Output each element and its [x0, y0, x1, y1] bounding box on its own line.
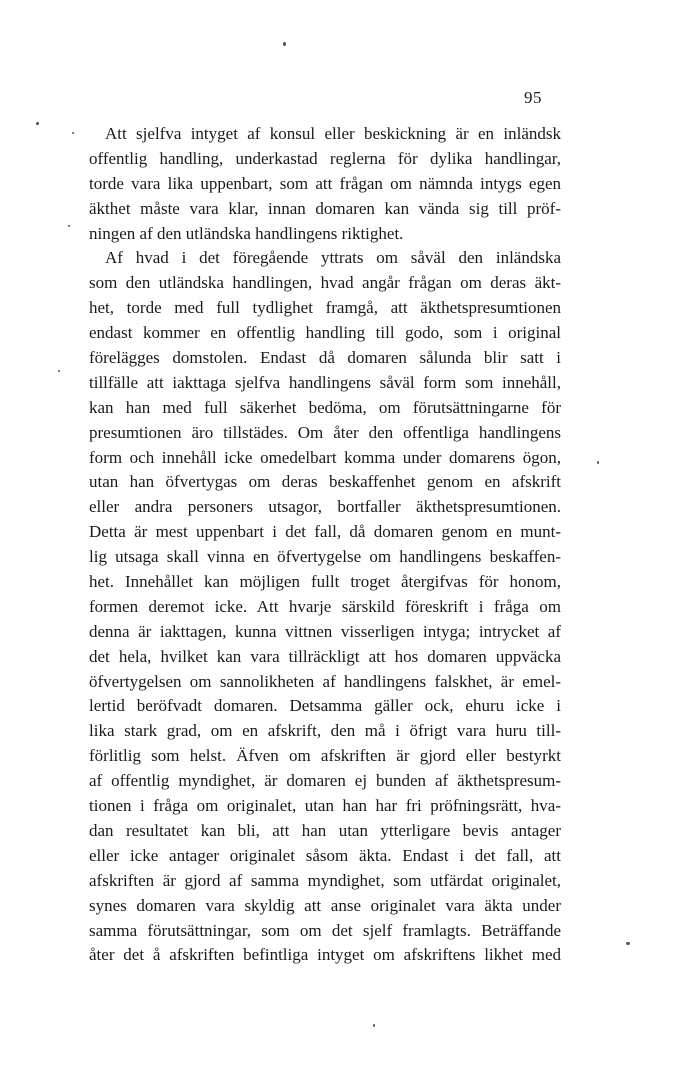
text-line: tionen i fråga om originalet, utan han har fri pröfningsrätt, hva- — [89, 796, 561, 816]
text-line: denna är iakttagen, kunna vittnen visserligen intyga; intrycket af — [89, 621, 561, 641]
text-line: Att sjelfva intyget af konsul eller beskickning är en inländsk — [105, 124, 561, 143]
text-line: det hela, hvilket kan vara tillräckligt att hos domaren uppväcka — [89, 646, 561, 666]
scan-speck — [36, 122, 39, 125]
text-line: torde vara lika uppenbart, som att frågan om nämnda intygs egen — [89, 173, 561, 193]
text-line: samma förutsättningar, som om det sjelf framlagts. Beträffande — [89, 920, 561, 940]
text-line: dan resultatet kan bli, att han utan ytterligare bevis antager — [89, 820, 561, 840]
text-line: af offentlig myndighet, är domaren ej bunden af äkthetspresum- — [89, 771, 561, 791]
text-line: tillfälle att iakttaga sjelfva handlingens såväl form som innehåll, — [89, 372, 561, 392]
text-line: eller andra personers utsagor, bortfaller äkthetspresumtionen. — [89, 497, 561, 517]
scan-speck — [626, 942, 630, 945]
text-line: offentlig handling, underkastad reglerna för dylika handlingar, — [89, 148, 561, 168]
scan-speck — [72, 132, 74, 134]
text-line: afskriften är gjord af samma myndighet, som utfärdat originalet, — [89, 870, 561, 890]
text-line: kan han med full säkerhet bedöma, om förutsättningarne för — [89, 397, 561, 417]
text-line: Af hvad i det föregående yttrats om såväl den inländska — [105, 248, 561, 268]
text-line: som den utländska handlingen, hvad angår frågan om deras äkt- — [89, 273, 561, 293]
text-line: synes domaren vara skyldig att anse originalet vara äkta under — [89, 895, 561, 915]
text-line: utan han öfvertygas om deras beskaffenhet genom en afskrift — [89, 472, 561, 492]
text-line: formen deremot icke. Att hvarje särskild föreskrift i fråga om — [89, 596, 561, 616]
scan-speck — [597, 461, 599, 464]
text-line: lika stark grad, om en afskrift, den må i öfrigt vara huru till- — [89, 721, 561, 741]
text-line: het. Innehållet kan möjligen fullt troget återgifvas för honom, — [89, 572, 561, 592]
text-line: form och innehåll icke omedelbart komma under domarens ögon, — [89, 447, 561, 467]
scan-speck — [283, 42, 286, 46]
text-line: presumtionen äro tillstädes. Om åter den offentliga handlingens — [89, 422, 561, 442]
text-line: lertid beröfvadt domaren. Detsamma gäller ock, ehuru icke i — [89, 696, 561, 716]
text-line: Detta är mest uppenbart i det fall, då domaren genom en munt- — [89, 522, 561, 542]
text-line: het, torde med full tydlighet framgå, att äkthetspresumtionen — [89, 298, 561, 318]
text-line: öfvertygelsen om sannolikheten af handlingens falskhet, är emel- — [89, 671, 561, 691]
text-line: föreläggеs domstolen. Endast då domaren sålunda blir satt i — [89, 348, 561, 368]
scan-speck — [58, 370, 60, 372]
page-number: 95 — [524, 88, 542, 107]
text-line: eller icke antager originalet såsom äkta. Endast i det fall, att — [89, 845, 561, 865]
text-line: åter det å afskriften befintliga intyget om afskriftens likhet med — [89, 945, 561, 965]
body-text — [89, 122, 561, 968]
scan-speck — [68, 225, 70, 227]
text-line: endast kommer en offentlig handling till godo, som i original — [89, 323, 561, 343]
text-line: äkthet måste vara klar, innan domaren kan vända sig till pröf- — [89, 198, 561, 218]
scan-speck — [373, 1024, 375, 1027]
text-line: lig utsaga skall vinna en öfvertygelse om handlingens beskaffen- — [89, 547, 561, 567]
text-line: förlitlig som helst. Äfven om afskriften är gjord eller bestyrkt — [89, 746, 561, 766]
text-line: ningen af den utländska handlingens riktighet. — [89, 223, 404, 243]
